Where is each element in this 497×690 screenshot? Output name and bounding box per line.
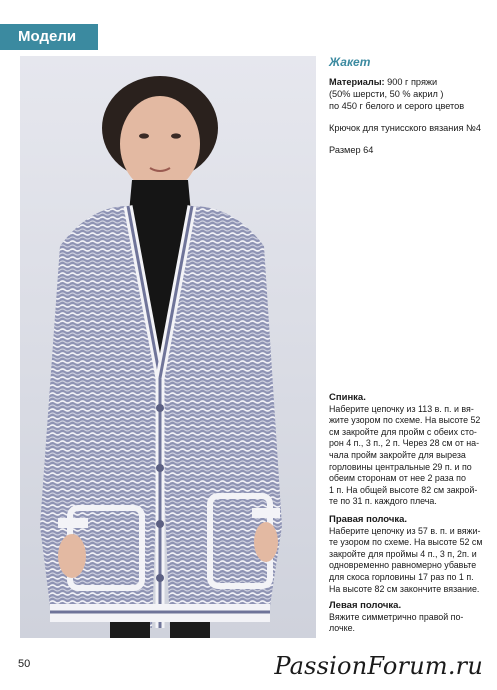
- materials-value: 900 г пряжи: [387, 77, 438, 87]
- instruction-line: рон 4 п., 3 п., 2 п. Через 28 см от на-: [329, 438, 480, 449]
- instruction-line: закройте для проймы 4 п., 3 п, 2п. и: [329, 548, 477, 559]
- size-info: Размер 64: [329, 145, 374, 155]
- woman-in-knitted-jacket-illustration: [20, 56, 316, 638]
- instruction-line: горловины центральные 29 п. и по: [329, 461, 472, 472]
- instruction-line: Вяжите симметрично правой по-: [329, 611, 464, 622]
- hook-info: Крючок для тунисского вязания №4: [329, 123, 481, 133]
- materials-label: Материалы:: [329, 77, 385, 87]
- instruction-heading: Левая полочка.: [329, 600, 402, 611]
- article-title: Жакет: [329, 55, 371, 69]
- instruction-line: жите узором по схеме. На высоте 52: [329, 415, 481, 426]
- instruction-line: одновременно равномерно убавьте: [329, 560, 477, 571]
- instruction-line: Наберите цепочку из 57 в. п. и вяжи-: [329, 525, 481, 536]
- instruction-right-front: [329, 514, 489, 595]
- instruction-line: Наберите цепочку из 113 в. п. и вя-: [329, 403, 474, 414]
- jacket-photo: [20, 56, 316, 638]
- instruction-line: обеим сторонам от нее 2 раза по: [329, 473, 466, 484]
- instruction-line: см закройте для пройм с обеих сто-: [329, 426, 477, 437]
- materials-line-3: по 450 г белого и серого цветов: [329, 101, 465, 111]
- instruction-back: [329, 392, 489, 508]
- materials-line-1: [329, 76, 489, 88]
- materials-block: [329, 56, 489, 156]
- watermark: PassionForum.ru: [274, 652, 483, 680]
- instruction-heading: Правая полочка.: [329, 514, 408, 525]
- page-number: 50: [18, 658, 31, 670]
- materials-line-2: (50% шерсти, 50 % акрил ): [329, 89, 444, 99]
- section-tab: Модели: [0, 24, 98, 50]
- instruction-line: лочке.: [329, 623, 356, 634]
- instruction-line: те узором по схеме. На высоте 52 см: [329, 537, 483, 548]
- instruction-line: те по 31 п. каждого плеча.: [329, 496, 437, 507]
- instruction-line: для скоса горловины 17 раз по 1 п.: [329, 571, 474, 582]
- instruction-heading: Спинка.: [329, 392, 366, 403]
- instruction-line: 1 п. На общей высоте 82 см закрой-: [329, 484, 478, 495]
- instruction-line: На высоте 82 см закончите вязание.: [329, 583, 480, 594]
- instruction-line: чала пройм закройте для выреза: [329, 449, 466, 460]
- instruction-left-front: [329, 600, 489, 635]
